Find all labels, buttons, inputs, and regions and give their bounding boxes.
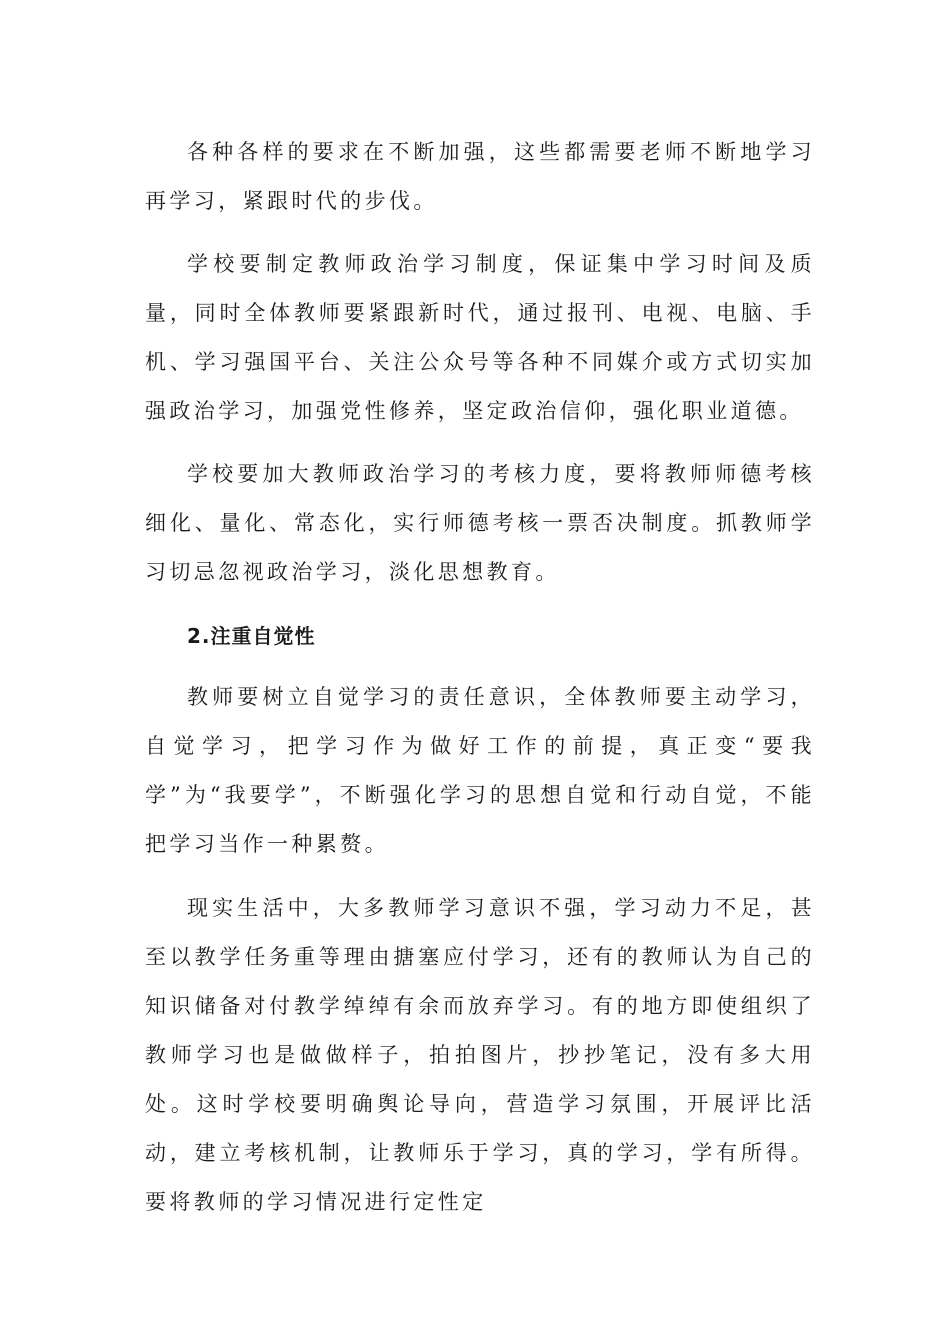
paragraph-2: 学校要制定教师政治学习制度，保证集中学习时间及质量，同时全体教师要紧跟新时代，通过报刊、电视、电脑、手机、学习强国平台、关注公众号等各种不同媒介或方式切实加强政治学习，加强党性修养，坚定政治信仰，强化职业道德。 (145, 252, 815, 423)
paragraph-4: 教师要树立自觉学习的责任意识，全体教师要主动学习，自觉学习，把学习作为做好工作的前提，真正变“要我学”为“我要学”，不断强化学习的思想自觉和行动自觉，不能把学习当作一种累赘。 (145, 685, 815, 856)
paragraph-3: 学校要加大教师政治学习的考核力度，要将教师师德考核细化、量化、常态化，实行师德考核一票否决制度。抓教师学习切忌忽视政治学习，淡化思想教育。 (145, 462, 815, 584)
paragraph-5: 现实生活中，大多教师学习意识不强，学习动力不足，甚至以教学任务重等理由搪塞应付学习，还有的教师认为自己的知识储备对付教学绰绰有余而放弃学习。有的地方即使组织了教师学习也是做做样子，拍拍图片，抄抄笔记，没有多大用处。这时学校要明确舆论导向，营造学习氛围，开展评比活动，建立考核机制，让教师乐于学习，真的学习，学有所得。要将教师的学习情况进行定性定 (145, 896, 815, 1214)
section-heading: 2.注重自觉性 (187, 624, 316, 648)
paragraph-1: 各种各样的要求在不断加强，这些都需要老师不断地学习再学习，紧跟时代的步伐。 (145, 140, 815, 213)
